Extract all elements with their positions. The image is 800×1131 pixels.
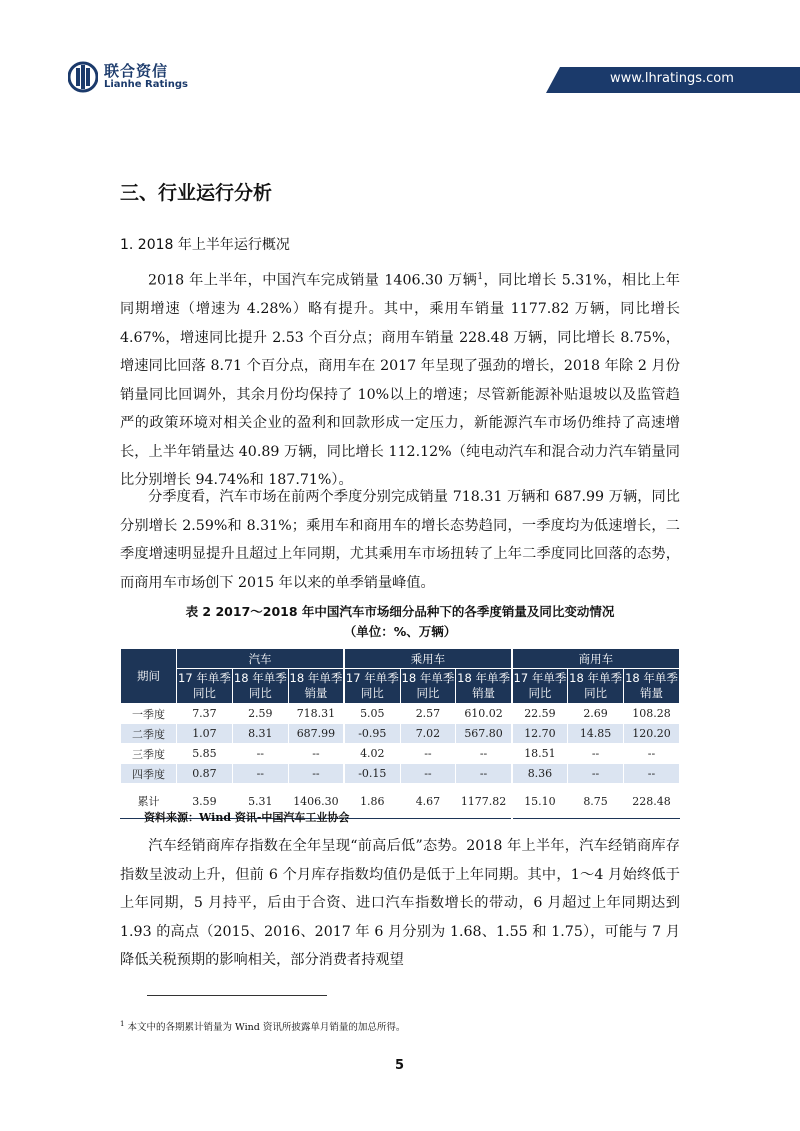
table-cell: 15.10 xyxy=(512,784,568,819)
table-cell: 1.07 xyxy=(177,724,233,744)
table-cell: 108.28 xyxy=(624,704,680,724)
table-cell: 687.99 xyxy=(288,724,344,744)
table-cell: -0.95 xyxy=(344,724,400,744)
group-header-passenger: 乘用车 xyxy=(344,649,512,669)
table-cell: -- xyxy=(624,744,680,764)
table-cell: 5.31 xyxy=(232,784,288,819)
page-number: 5 xyxy=(395,1058,405,1073)
footnote-text: 本文中的各期累计销量为 Wind 资讯所披露单月销量的加总所得。 xyxy=(127,1022,406,1033)
table-cell: 12.70 xyxy=(512,724,568,744)
table-cell: 5.05 xyxy=(344,704,400,724)
column-header: 18 年单季销量 xyxy=(456,669,512,704)
table-row xyxy=(121,764,680,784)
table-cell: 718.31 xyxy=(288,704,344,724)
paragraph-overview-rest: ，同比增长 5.31%，相比上年同期增速（增速为 4.28%）略有提升。其中，乘用车销量 1177.82 万辆，同比增长 4.67%，增速同比提升 2.53 个百分点；商用车销量 228.48 万辆，同比增长 8.75%，增速同比回落 8.71 个百分点，商用车在 2017 年呈现了强劲的增长，2018 年除 2 月份销量同比回调外，其余月份均保持了 10%以上的增速；尽管新能源补贴退坡以及监管趋严的政策环境对相关企业的盈利和回款形成一定压力，新能源汽车市场仍维持了高速增长，上半年销量达 40.89 万辆，同比增长 112.12%（纯电动汽车和混合动力汽车销量同比分别增长 94.74%和 187.71%）。 xyxy=(120,272,680,489)
column-header: 18 年单季同比 xyxy=(568,669,624,704)
table-cell: 7.37 xyxy=(177,704,233,724)
column-header: 18 年单季销量 xyxy=(624,669,680,704)
section-title: 三、行业运行分析 xyxy=(120,182,273,204)
table-unit: （单位：%、万辆） xyxy=(343,624,457,639)
row-period: 三季度 xyxy=(121,744,177,764)
column-header-period: 期间 xyxy=(121,649,177,704)
row-period: 累计 xyxy=(121,784,177,819)
paragraph-quarterly-text: 分季度看，汽车市场在前两个季度分别完成销量 718.31 万辆和 687.99 万辆，同比分别增长 2.59%和 8.31%；乘用车和商用车的增长态势趋同，一季度均为低速增长，二季度增速明显提升且超过上年同期，尤其乘用车市场扭转了上年二季度同比回落的态势，而商用车市场创下 2015 年以来的单季销量峰值。 xyxy=(120,489,680,591)
footnote-divider xyxy=(147,995,327,996)
column-header: 18 年单季同比 xyxy=(232,669,288,704)
table-cell: 18.51 xyxy=(512,744,568,764)
table-cell: -- xyxy=(232,764,288,784)
table-cell: -- xyxy=(568,744,624,764)
row-period: 一季度 xyxy=(121,704,177,724)
table-source: 资料来源：Wind 资讯-中国汽车工业协会 xyxy=(144,811,350,824)
table-cell: 567.80 xyxy=(456,724,512,744)
column-header: 17 年单季同比 xyxy=(344,669,400,704)
table-cell: 2.57 xyxy=(400,704,456,724)
table-row xyxy=(121,744,680,764)
logo-chinese-name: 联合资信 xyxy=(104,62,169,80)
paragraph-overview-lead: 2018 年上半年，中国汽车完成销量 1406.30 万辆 xyxy=(148,272,478,289)
table-cell: 0.87 xyxy=(177,764,233,784)
table-cell: -- xyxy=(400,744,456,764)
paragraph-inventory-text: 汽车经销商库存指数在全年呈现“前高后低”态势。2018 年上半年，汽车经销商库存指数呈波动上升，但前 6 个月库存指数均值仍是低于上年同期。其中，1～4 月始终低于上年同期，5 月持平，后由于合资、进口汽车指数增长的带动，6 月超过上年同期达到 1.93 的高点（2015、2016、2017 年 6 月分别为 1.68、1.55 和 1.75），可能与 7 月降低关税预期的影响相关，部分消费者持观望 xyxy=(120,838,680,968)
company-logo xyxy=(68,58,218,98)
footnote-reference[interactable]: 1 xyxy=(477,272,484,282)
paragraph-overview xyxy=(120,263,680,495)
table-row xyxy=(121,704,680,724)
table-cell: 1406.30 xyxy=(288,784,344,819)
row-period: 四季度 xyxy=(121,764,177,784)
table-cell: 8.36 xyxy=(512,764,568,784)
table-cell: -- xyxy=(288,764,344,784)
table-cell: -- xyxy=(456,744,512,764)
website-url[interactable]: www.lhratings.com xyxy=(610,71,734,86)
logo-english-name: Lianhe Ratings xyxy=(104,79,188,90)
table-cell: -- xyxy=(400,764,456,784)
lianhe-logo-icon xyxy=(68,60,98,94)
table-cell: 8.31 xyxy=(232,724,288,744)
table-row xyxy=(121,724,680,744)
table-cell: -- xyxy=(232,744,288,764)
table-cell: 610.02 xyxy=(456,704,512,724)
table-caption: 表 2 2017～2018 年中国汽车市场细分品种下的各季度销量及同比变动情况 xyxy=(185,604,615,619)
table-cell: 14.85 xyxy=(568,724,624,744)
table-cell: 4.67 xyxy=(400,784,456,819)
table-cell: 5.85 xyxy=(177,744,233,764)
paragraph-inventory xyxy=(120,832,680,975)
table-cell: 120.20 xyxy=(624,724,680,744)
column-header: 17 年单季同比 xyxy=(177,669,233,704)
paragraph-quarterly xyxy=(120,483,680,597)
subsection-title: 1. 2018 年上半年运行概况 xyxy=(120,237,290,253)
table-cell: 8.75 xyxy=(568,784,624,819)
table-cell: 1.86 xyxy=(344,784,400,819)
table-cell: 7.02 xyxy=(400,724,456,744)
table-cell: -0.15 xyxy=(344,764,400,784)
table-cell: 228.48 xyxy=(624,784,680,819)
website-banner xyxy=(560,67,800,93)
group-header-commercial: 商用车 xyxy=(512,649,680,669)
table-cell: -- xyxy=(568,764,624,784)
table-cell: -- xyxy=(288,744,344,764)
column-header: 18 年单季同比 xyxy=(400,669,456,704)
table-cell: -- xyxy=(624,764,680,784)
column-header: 18 年单季销量 xyxy=(288,669,344,704)
table-cell: 2.59 xyxy=(232,704,288,724)
table-cell: -- xyxy=(456,764,512,784)
column-header: 17 年单季同比 xyxy=(512,669,568,704)
table-cell: 3.59 xyxy=(177,784,233,819)
row-period: 二季度 xyxy=(121,724,177,744)
table-cell: 1177.82 xyxy=(456,784,512,819)
table-cell: 4.02 xyxy=(344,744,400,764)
footnote xyxy=(120,1019,405,1033)
table-cell: 2.69 xyxy=(568,704,624,724)
footnote-mark: 1 xyxy=(120,1019,125,1028)
banner-slant xyxy=(546,67,560,93)
table-cell: 22.59 xyxy=(512,704,568,724)
group-header-autos: 汽车 xyxy=(177,649,345,669)
sales-table xyxy=(120,648,680,819)
